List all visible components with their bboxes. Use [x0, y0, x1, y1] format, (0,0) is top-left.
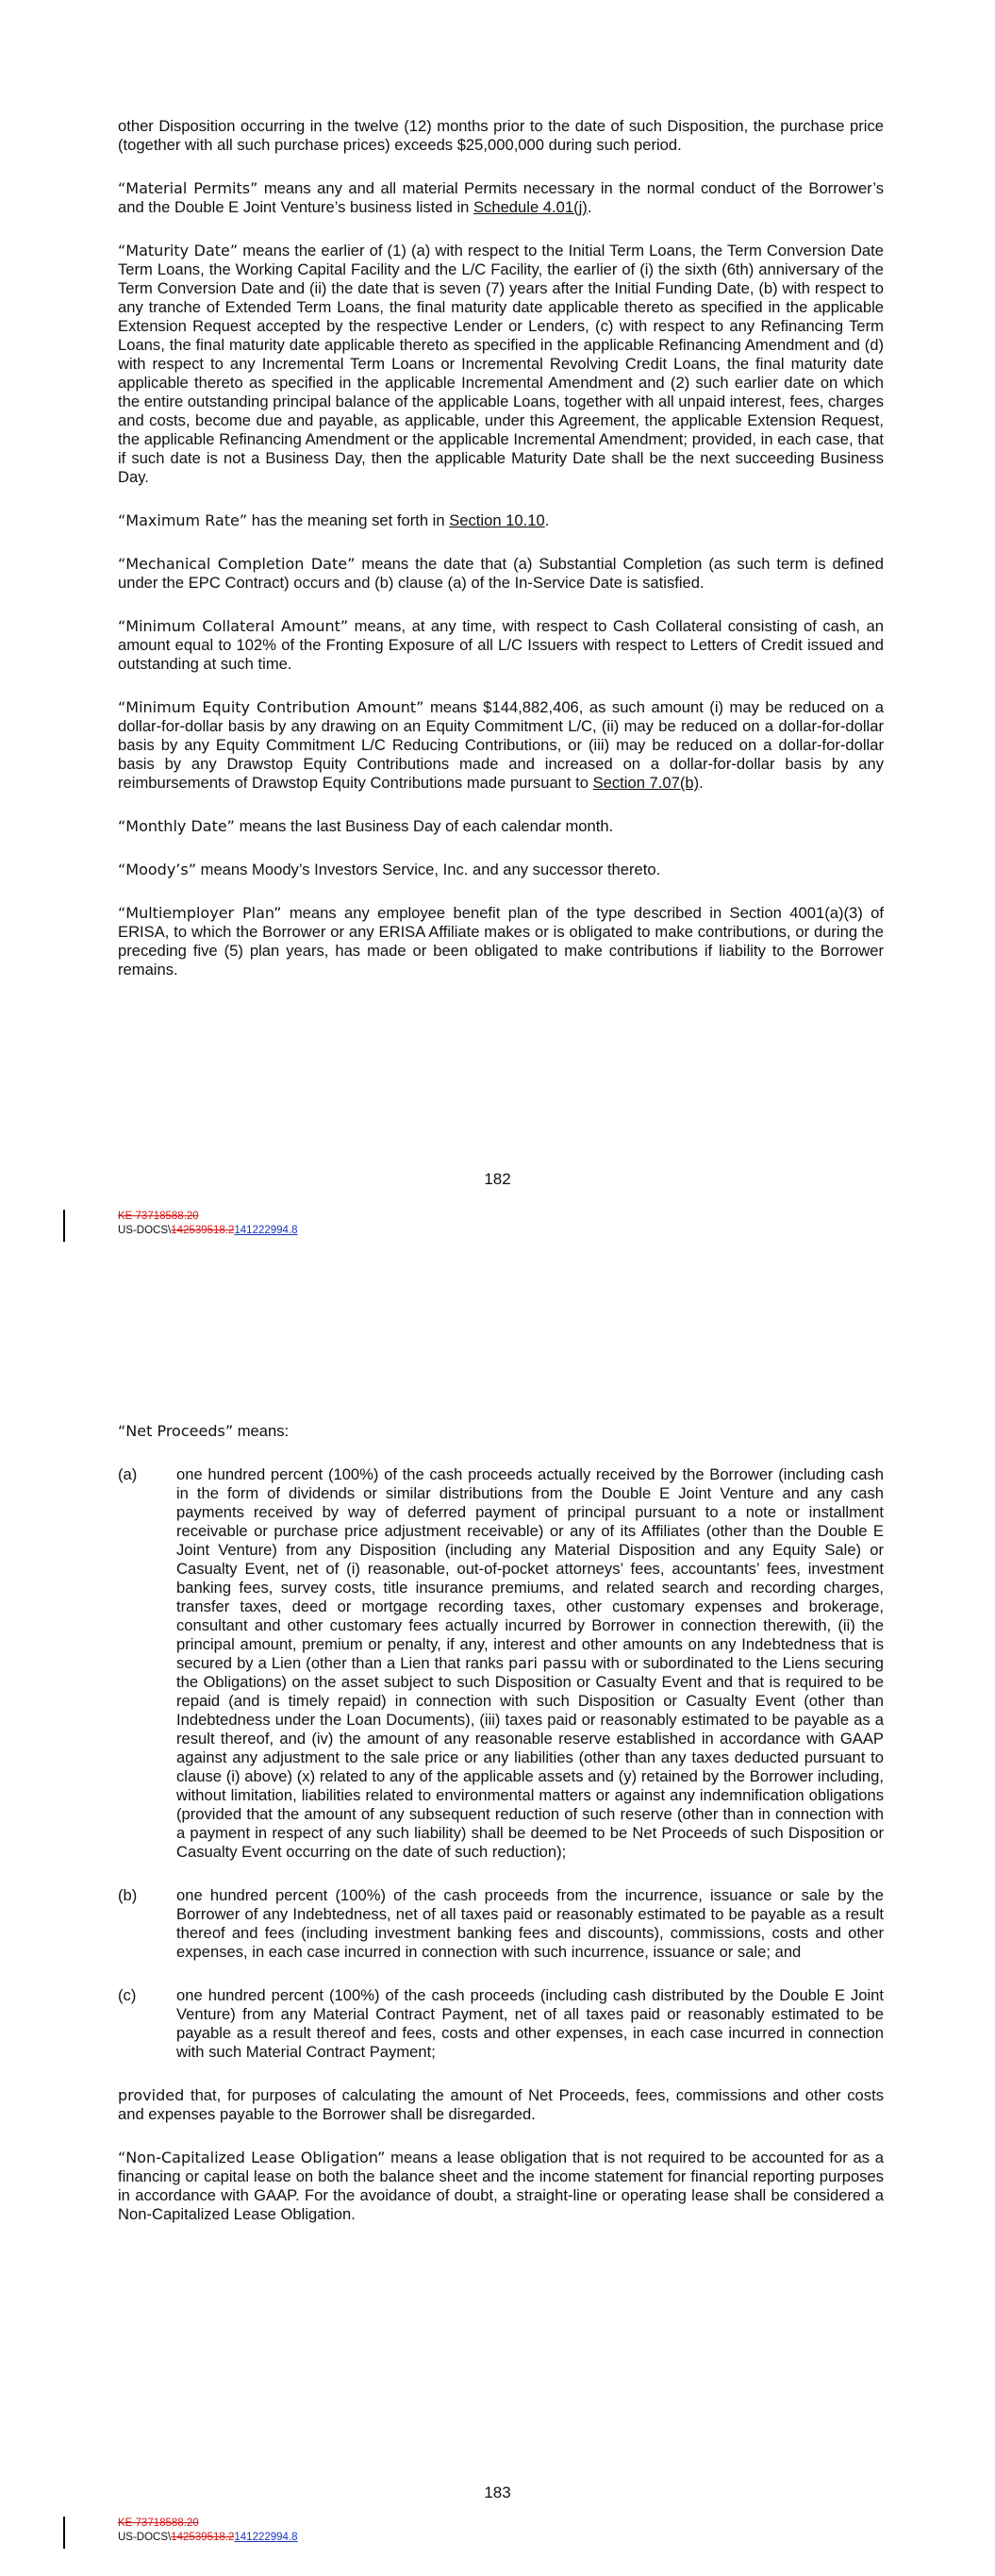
- defined-term: “Non-Capitalized Lease Obligation”: [118, 2149, 386, 2166]
- definition-material-permits: [118, 179, 884, 217]
- defined-term: “Material Permits”: [118, 179, 258, 197]
- definition-text: has the meaning set forth in: [247, 511, 450, 529]
- definition-monthly-date: [118, 817, 884, 836]
- continuation-paragraph: other Disposition occurring in the twelve (12) months prior to the date of such Disposition, the purchase price (together with all such purchase prices) exceeds $25,000,000 during such period.: [118, 117, 884, 154]
- definition-minimum-equity-contribution-amount: [118, 698, 884, 793]
- definition-multiemployer-plan: [118, 904, 884, 979]
- defined-term: “Moody’s”: [118, 861, 197, 878]
- footer-docid: [118, 1224, 298, 1238]
- defined-term: “Minimum Equity Contribution Amount”: [118, 698, 424, 716]
- footer-prefix: US-DOCS\: [118, 2532, 172, 2543]
- definition-text: means:: [233, 1422, 290, 1440]
- clause-text-part: one hundred percent (100%) of the cash proceeds actually received by the Borrower (including cash in the form of dividends or similar distributions from the Double E Joint Venture and any cash payments received by way of deferred payment of principal pursuant to a note or installment receivable or purchase price adjustment receivable) or any of its Affiliates (other than the Double E Joint Venture) from any Disposition (including any Material Disposition and any Equity Sale) or Casualty Event, net of (i) reasonable, out-of-pocket attorneys’ fees, accountants’ fees, investment banking fees, survey costs, title insurance premiums, and related search and recording charges, transfer taxes, deed or mortgage recording taxes, other customary expenses and brokerage, consultant and other customary fees actually incurred by Borrower in connection therewith, (ii) the principal amount, premium or penalty, if any, interest and other amounts on any Indebtedness that is secured by a Lien (other than a Lien that ranks: [176, 1465, 884, 1672]
- definition-maximum-rate: [118, 511, 884, 530]
- definition-net-proceeds: [118, 1422, 884, 1441]
- document-footer: [118, 2517, 298, 2545]
- clause-label: (c): [118, 1986, 137, 2004]
- page-body: [118, 117, 884, 1004]
- definition-maturity-date: [118, 242, 884, 487]
- defined-term: “Maximum Rate”: [118, 511, 248, 529]
- page-number: 183: [484, 2484, 511, 2501]
- revision-bar: [63, 1210, 65, 1242]
- definition-text: means any and all material Permits necessary in the normal conduct of the Borrower’s and the Double E Joint Venture’s business listed in: [118, 179, 884, 216]
- page-body: [118, 1422, 884, 2249]
- clause-text: [176, 1465, 884, 1862]
- definition-text: means $144,882,406, as such amount (i) may be reduced on a dollar-for-dollar basis by any drawing on an Equity Commitment L/C, (ii) may be reduced on a dollar-for-dollar basis by any Equity Commitment L/C Reducing Contributions, or (iii) may be reduced on a dollar-for-dollar basis by any Drawstop Equity Contributions made and increased on a dollar-for-dollar basis by any reimbursements of Drawstop Equity Contributions made pursuant to: [118, 698, 884, 792]
- definition-end: .: [587, 198, 592, 216]
- definition-text: means the earlier of (1) (a) with respect to the Initial Term Loans, the Term Conversion Date Term Loans, the Working Capital Facility and the L/C Facility, the earlier of (i) the sixth (6th) anniversary of the Term Conversion Date and (ii) the date that is seven (7) years after the Initial Funding Date, (b) with respect to any tranche of Extended Term Loans, the final maturity date applicable thereto as specified in the applicable Extension Request accepted by the respective Lender or Lenders, (c) with respect to any Refinancing Term Loans, the final maturity date applicable thereto as specified in the applicable Refinancing Amendment and (d) with respect to any Incremental Term Loans or Incremental Revolving Credit Loans, the final maturity date applicable thereto as specified in the applicable Incremental Amendment and (2) such earlier date on which the entire outstanding principal balance of the applicable Loans, together with all unpaid interest, fees, charges and costs, become due and payable, as applicable, under this Agreement, the applicable Extension Request, the applicable Refinancing Amendment or the applicable Incremental Amendment; provided, in each case, that if such date is not a Business Day, then the applicable Maturity Date shall be the next succeeding Business Day.: [118, 242, 884, 486]
- defined-term: “Monthly Date”: [118, 817, 235, 835]
- definition-moodys: [118, 861, 884, 879]
- document-footer: [118, 1210, 298, 1238]
- footer-docid: [118, 2531, 298, 2545]
- footer-deleted-version: 142539518.2: [171, 1225, 235, 1236]
- clause-label: (a): [118, 1465, 138, 1483]
- definition-text: means, at any time, with respect to Cash Collateral consisting of cash, an amount equal to 102% of the Fronting Exposure of all L/C Issuers with respect to Letters of Credit issued and outstanding at such time.: [118, 617, 885, 673]
- defined-term: “Minimum Collateral Amount”: [118, 617, 349, 635]
- definition-text: means any employee benefit plan of the type described in Section 4001(a)(3) of ERISA, to which the Borrower or any ERISA Affiliate makes or is obligated to make contributions, or during the preceding five (5) plan years, has made or been obligated to make contributions if liability to the Borrower remains.: [118, 904, 884, 979]
- definition-text: means a lease obligation that is not required to be accounted for as a financing or capital lease on both the balance sheet and the income statement for financial reporting purposes in accordance with GAAP. For the avoidance of doubt, a straight-line or operating lease shall be considered a Non-Capitalized Lease Obligation.: [118, 2149, 884, 2223]
- cross-reference-link[interactable]: Section 7.07(b): [592, 774, 700, 792]
- definition-end: .: [544, 511, 550, 529]
- definition-text: means the last Business Day of each calendar month.: [234, 817, 614, 835]
- definition-text: means Moody’s Investors Service, Inc. and any successor thereto.: [196, 861, 661, 878]
- definition-non-capitalized-lease-obligation: [118, 2149, 884, 2224]
- clause-label: (b): [118, 1886, 138, 1904]
- proviso-paragraph: [118, 2086, 884, 2124]
- clause-text: one hundred percent (100%) of the cash proceeds (including cash distributed by the Double E Joint Venture) from any Material Contract Payment, net of all taxes paid or reasonably estimated to be payable as a result thereof and fees, costs and other expenses, in each case incurred in connection with such Material Contract Payment;: [176, 1986, 884, 2061]
- footer-deleted-docid: KE 73718588.20: [118, 2517, 199, 2529]
- page-number: 182: [484, 1170, 511, 1188]
- page-183: [0, 1288, 995, 2576]
- clause-text-part: with or subordinated to the Liens securing the Obligations) on the asset subject to such Disposition or Casualty Event and that is required to be repaid (and is timely repaid) in connection with such Disposition or Casualty Event (other than Indebtedness under the Loan Documents), (iii) taxes paid or reasonably estimated to be payable as a result thereof, and (iv) the amount of any reasonable reserve established in accordance with GAAP against any adjustment to the sale price or any liabilities (other than any taxes deducted pursuant to clause (i) above) (x) related to any of the applicable assets and (y) retained by the Borrower including, without limitation, liabilities related to environmental matters or against any indemnification obligations (provided that the amount of any subsequent reduction of such reserve (other than in connection with a payment in respect of any such liability) shall be deemed to be Net Proceeds of such Disposition or Casualty Event occurring on the date of such reduction);: [176, 1654, 885, 1861]
- cross-reference-link[interactable]: Schedule 4.01(j): [473, 198, 588, 216]
- defined-term: “Multiemployer Plan”: [118, 904, 282, 922]
- revision-bar: [63, 2517, 65, 2549]
- definition-mechanical-completion-date: [118, 555, 884, 593]
- defined-term: “Maturity Date”: [118, 242, 239, 259]
- defined-term: “Net Proceeds”: [118, 1422, 234, 1440]
- footer-prefix: US-DOCS\: [118, 1225, 172, 1236]
- definition-end: .: [699, 774, 704, 792]
- cross-reference-link[interactable]: Section 10.10: [449, 511, 545, 529]
- definition-minimum-collateral-amount: [118, 617, 884, 674]
- latin-term: pari passu: [508, 1654, 588, 1672]
- clause-a: [118, 1465, 884, 1862]
- clause-b: [118, 1886, 884, 1962]
- footer-inserted-version: 141222994.8: [234, 2532, 298, 2543]
- definition-text: means the date that (a) Substantial Completion (as such term is defined under the EPC Contract) occurs and (b) clause (a) of the In-Service Date is satisfied.: [118, 555, 884, 592]
- clause-c: [118, 1986, 884, 2062]
- proviso-term: provided: [118, 2086, 185, 2104]
- footer-deleted-version: 142539518.2: [171, 2532, 235, 2543]
- footer-deleted-docid: KE 73718588.20: [118, 1211, 199, 1222]
- clause-text: one hundred percent (100%) of the cash proceeds from the incurrence, issuance or sale by the Borrower of any Indebtedness, net of all taxes paid or reasonably estimated to be payable as a result thereof and fees (including investment banking fees and discounts), commissions, costs and other expenses, in each case incurred in connection with such incurrence, issuance or sale; and: [176, 1886, 884, 1961]
- proviso-text: that, for purposes of calculating the amount of Net Proceeds, fees, commissions and other costs and expenses payable to the Borrower shall be disregarded.: [118, 2086, 884, 2123]
- defined-term: “Mechanical Completion Date”: [118, 555, 356, 573]
- footer-inserted-version: 141222994.8: [234, 1225, 298, 1236]
